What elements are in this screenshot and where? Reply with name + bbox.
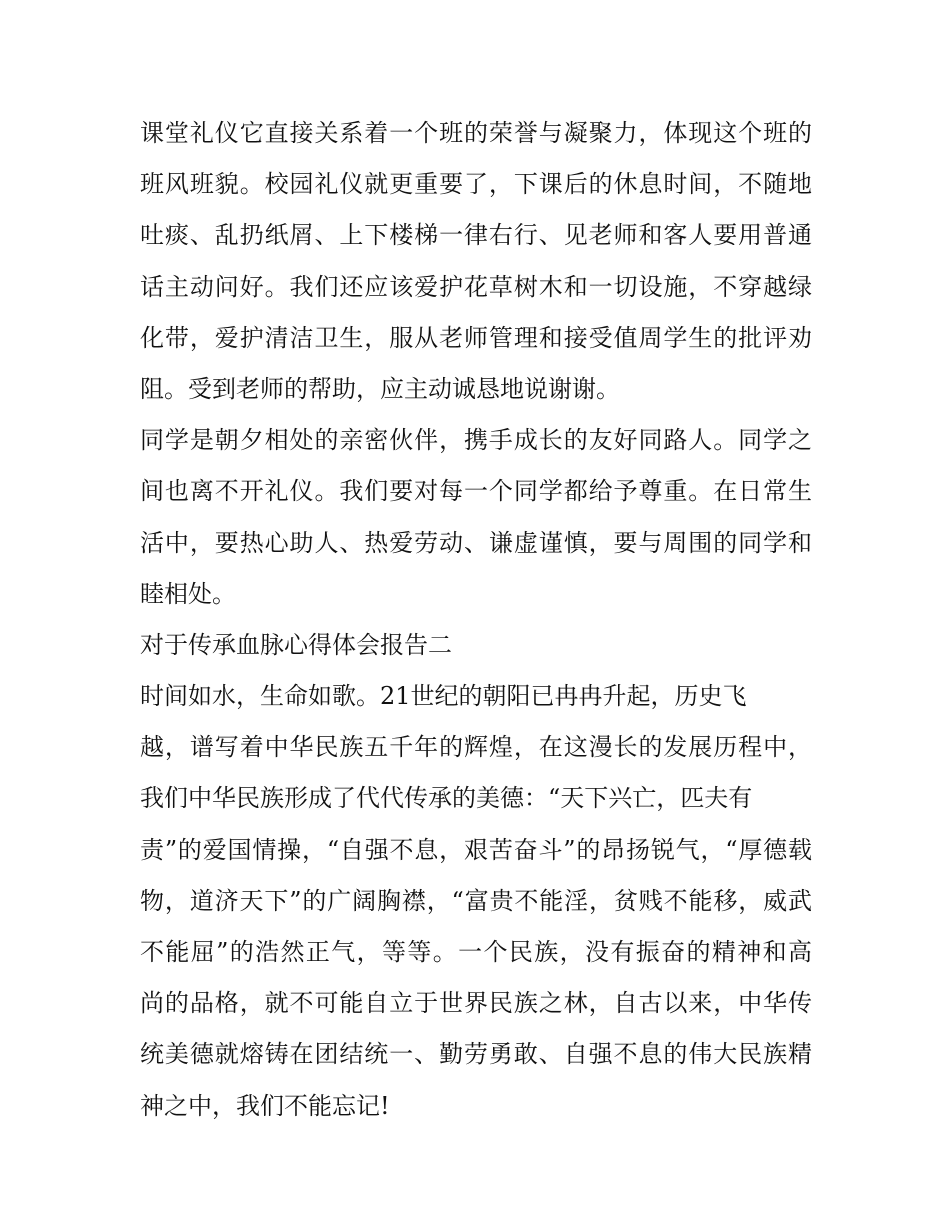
text-line: 活中，要热心助人、热爱劳动、谦虚谨慎，要与周围的同学和 (140, 528, 812, 557)
text-line: 神之中，我们不能忘记! (140, 1091, 390, 1120)
section-heading: 对于传承血脉心得体会报告二 (140, 630, 452, 659)
text-line: 统美德就熔铸在团结统一、勤劳勇敢、自强不息的伟大民族精 (140, 1040, 812, 1069)
text-line: 化带，爱护清洁卫生，服从老师管理和接受值周学生的批评劝 (140, 323, 812, 352)
text-line: 我们中华民族形成了代代传承的美德：“天下兴亡，匹夫有 (140, 784, 753, 813)
text-line: 时间如水，生命如歌。21世纪的朝阳已冉冉升起，历史飞 (140, 682, 747, 711)
text-line: 吐痰、乱扔纸屑、上下楼梯一律右行、见老师和客人要用普通 (140, 221, 812, 250)
text-line: 不能屈”的浩然正气，等等。一个民族，没有振奋的精神和高 (140, 938, 812, 966)
text-line: 班风班貌。校园礼仪就更重要了，下课后的休息时间，不随地 (140, 170, 812, 199)
text-line: 间也离不开礼仪。我们要对每一个同学都给予尊重。在日常生 (140, 477, 812, 506)
text-line: 阻。受到老师的帮助，应主动诚恳地说谢谢。 (140, 374, 620, 403)
text-line: 睦相处。 (140, 579, 236, 608)
text-line: 物，道济天下”的广阔胸襟，“富贵不能淫，贫贱不能移，威武 (140, 886, 812, 915)
text-line: 责”的爱国情操，“自强不息，艰苦奋斗”的昂扬锐气，“厚德载 (140, 835, 812, 864)
text-line: 话主动问好。我们还应该爱护花草树木和一切设施，不穿越绿 (140, 272, 812, 301)
text-line: 课堂礼仪它直接关系着一个班的荣誉与凝聚力，体现这个班的 (140, 119, 812, 147)
document-body (140, 108, 820, 1132)
text-line: 越，谱写着中华民族五千年的辉煌，在这漫长的发展历程中， (140, 733, 812, 762)
text-line: 尚的品格，就不可能自立于世界民族之林，自古以来，中华传 (140, 989, 812, 1018)
text-line: 同学是朝夕相处的亲密伙伴，携手成长的友好同路人。同学之 (140, 426, 812, 455)
